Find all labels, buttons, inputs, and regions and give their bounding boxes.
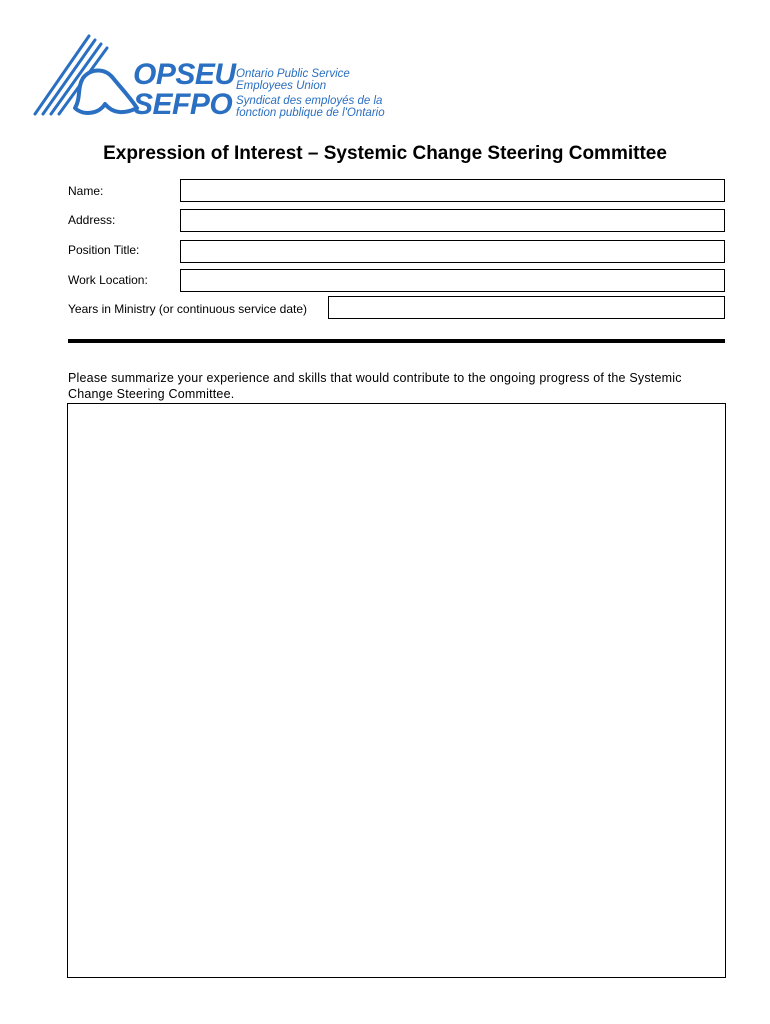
logo-english-line1: Ontario Public Service bbox=[236, 68, 350, 80]
work-location-input[interactable] bbox=[180, 269, 725, 292]
form-title: Expression of Interest – Systemic Change Steering Committee bbox=[103, 143, 667, 164]
address-input[interactable] bbox=[180, 209, 725, 232]
experience-textarea[interactable] bbox=[67, 403, 726, 978]
work-location-label: Work Location: bbox=[68, 273, 148, 287]
logo-french-line2: fonction publique de l'Ontario bbox=[236, 107, 385, 119]
logo-sefpo: SEFPO bbox=[133, 88, 233, 121]
logo-french-line1: Syndicat des employés de la bbox=[236, 95, 383, 107]
name-input[interactable] bbox=[180, 179, 725, 202]
experience-prompt: Please summarize your experience and skills that would contribute to the ongoing progress of the Systemic Change Steering Committee. bbox=[68, 371, 682, 401]
address-label: Address: bbox=[68, 213, 116, 227]
position-title-label: Position Title: bbox=[68, 243, 140, 257]
position-title-input[interactable] bbox=[180, 240, 725, 263]
trillium-emblem-icon bbox=[33, 34, 143, 122]
logo-english-line2: Employees Union bbox=[236, 80, 327, 92]
years-in-ministry-label: Years in Ministry (or continuous service date) bbox=[68, 302, 307, 316]
opseu-sefpo-logo bbox=[33, 34, 397, 122]
years-in-ministry-input[interactable] bbox=[328, 296, 725, 319]
section-divider bbox=[68, 339, 725, 343]
name-label: Name: bbox=[68, 184, 104, 198]
logo-opseu: OPSEU bbox=[133, 58, 236, 91]
